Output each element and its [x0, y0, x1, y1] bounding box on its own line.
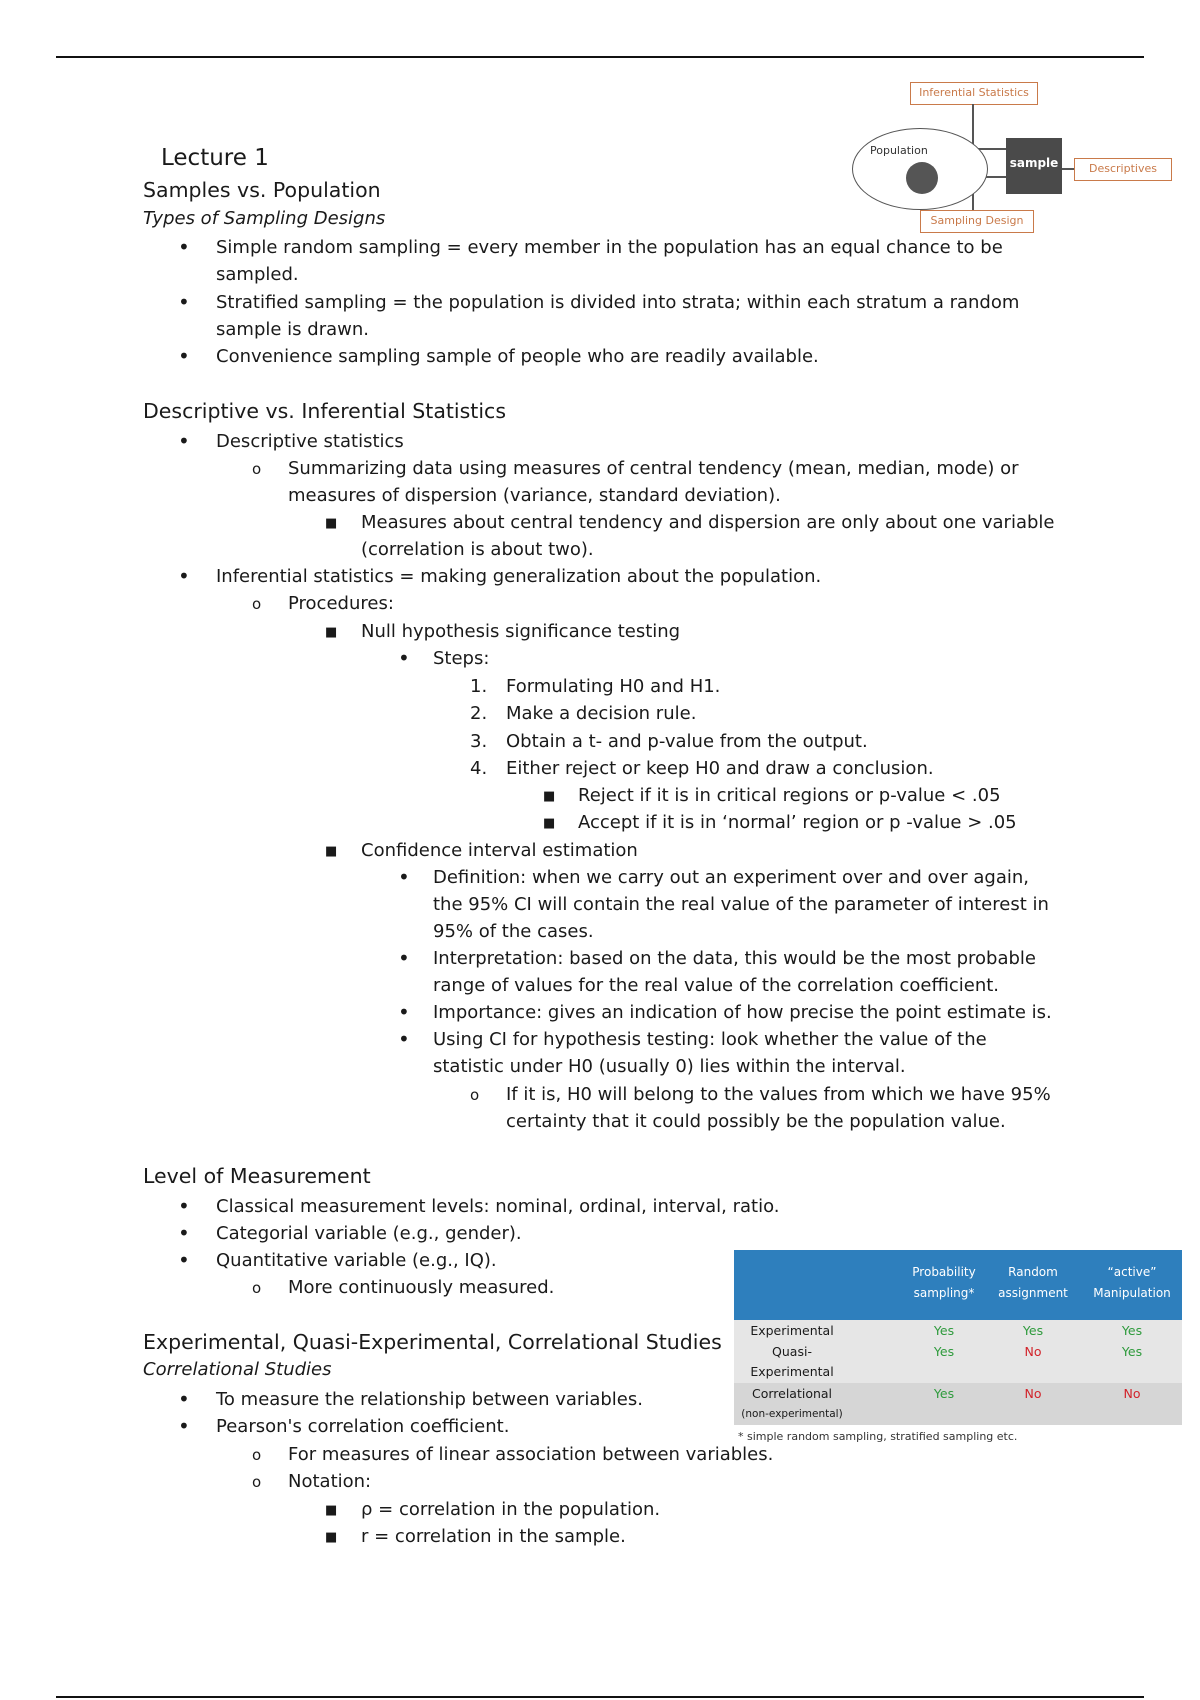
table-row-label: Correlational (non-experimental): [741, 1386, 843, 1420]
table-cell-value: No: [1123, 1386, 1141, 1401]
ci-definition: the 95% CI will contain the real value of the parameter of interest in: [433, 894, 1049, 915]
sample-dot: [906, 162, 938, 194]
diagram-sampling-design-box: Sampling Design: [920, 210, 1034, 233]
step-text: Formulating H0 and H1.: [506, 676, 721, 697]
table-header-cell: “active” Manipulation: [1093, 1265, 1171, 1300]
level-item: Quantitative variable (e.g., IQ).: [216, 1250, 497, 1271]
samples-heading: Samples vs. Population: [143, 178, 381, 202]
summarizing-text: Summarizing data using measures of central tendency (mean, median, mode) or: [288, 458, 1019, 479]
desc-inf-heading: Descriptive vs. Inferential Statistics: [143, 399, 506, 423]
bullet-marker: •: [398, 946, 410, 970]
bullet-marker: o: [252, 595, 262, 613]
steps-text: Steps:: [433, 648, 490, 669]
list-item-text: Simple random sampling = every member in the population has an equal chance to be: [216, 237, 1003, 258]
bullet-marker: ■: [543, 789, 556, 804]
table-cell-value: Yes: [933, 1344, 955, 1359]
list-item: [178, 343, 190, 370]
table-cell-value: No: [1024, 1386, 1042, 1401]
descriptive-item: Descriptive statistics: [216, 431, 404, 452]
ci-hypothesis: statistic under H0 (usually 0) lies within the interval.: [433, 1056, 906, 1077]
step-text: Either reject or keep H0 and draw a conclusion.: [506, 758, 934, 779]
list-item-text: sampled.: [216, 264, 299, 285]
table-footnote: * simple random sampling, stratified sampling etc.: [738, 1430, 1018, 1443]
list-item-text: Stratified sampling = the population is divided into strata; within each stratum a random: [216, 292, 1020, 313]
bullet-marker: •: [398, 865, 410, 889]
table-row: [734, 1383, 1182, 1425]
bullet-marker: •: [398, 1000, 410, 1024]
ci-sub-text: If it is, H0 will belong to the values from which we have 95%: [506, 1084, 1051, 1105]
ci-text: Confidence interval estimation: [361, 840, 638, 861]
bullet-marker: ■: [325, 844, 338, 859]
ci-importance: Importance: gives an indication of how precise the point estimate is.: [433, 1002, 1052, 1023]
measures-text: Measures about central tendency and dispersion are only about one variable: [361, 512, 1055, 533]
summarizing-text: measures of dispersion (variance, standard deviation).: [288, 485, 781, 506]
step-text: Obtain a t- and p-value from the output.: [506, 731, 868, 752]
bullet-marker: •: [178, 235, 190, 259]
step-number: 3.: [470, 731, 488, 752]
bullet-marker: ■: [325, 1503, 338, 1518]
table-header-cell: Probability sampling*: [912, 1265, 976, 1300]
sample-box: sample: [1006, 138, 1062, 194]
bullet-marker: •: [178, 1387, 190, 1411]
bullet-marker: •: [178, 1414, 190, 1438]
notation-item: ρ = correlation in the population.: [361, 1499, 661, 1520]
bullet-marker: •: [398, 646, 410, 670]
inferential-item: Inferential statistics = making generalization about the population.: [216, 566, 822, 587]
list-item: [178, 289, 190, 316]
bullet-marker: •: [178, 1221, 190, 1245]
exp-sub: For measures of linear association between variables.: [288, 1444, 774, 1465]
exp-sub: Notation:: [288, 1471, 372, 1492]
ci-interpretation: range of values for the real value of the correlation coefficient.: [433, 975, 1000, 996]
measures-text: (correlation is about two).: [361, 539, 594, 560]
ci-definition: 95% of the cases.: [433, 921, 594, 942]
bullet-marker: ■: [325, 1530, 338, 1545]
exp-item: To measure the relationship between variables.: [216, 1389, 643, 1410]
step-number: 2.: [470, 703, 488, 724]
bullet-marker: •: [178, 1248, 190, 1272]
bullet-marker: ■: [325, 625, 338, 640]
list-item-text: sample is drawn.: [216, 319, 369, 340]
bullet-marker: o: [252, 1473, 262, 1491]
bullet-marker: •: [178, 564, 190, 588]
ci-interpretation: Interpretation: based on the data, this would be the most probable: [433, 948, 1036, 969]
ci-definition: Definition: when we carry out an experiment over and over again,: [433, 867, 1029, 888]
lecture-title: Lecture 1: [161, 145, 269, 171]
notation-item: r = correlation in the sample.: [361, 1526, 626, 1547]
table-cell-value: Yes: [1121, 1344, 1143, 1359]
table-row-label: Experimental: [750, 1323, 834, 1338]
accept-text: Accept if it is in ‘normal’ region or p -value > .05: [578, 812, 1017, 833]
ci-sub-text: certainty that it could possibly be the population value.: [506, 1111, 1006, 1132]
bullet-marker: •: [178, 429, 190, 453]
table-cell-value: No: [1024, 1344, 1042, 1359]
diagram-connector: [1062, 168, 1074, 170]
diagram-inferential-box: Inferential Statistics: [910, 82, 1038, 105]
procedures-text: Procedures:: [288, 593, 394, 614]
table-row-label: Quasi- Experimental: [750, 1344, 834, 1379]
bullet-marker: ■: [325, 516, 338, 531]
bullet-marker: •: [398, 1027, 410, 1051]
step-number: 1.: [470, 676, 488, 697]
bullet-marker: •: [178, 290, 190, 314]
correlational-subheading: Correlational Studies: [143, 1359, 332, 1380]
nhst-text: Null hypothesis significance testing: [361, 621, 681, 642]
table-cell-value: Yes: [1022, 1323, 1044, 1338]
table-cell-value: Yes: [933, 1323, 955, 1338]
level-item: Categorial variable (e.g., gender).: [216, 1223, 522, 1244]
table-header-cell: Random assignment: [998, 1265, 1068, 1300]
bullet-marker: ■: [543, 816, 556, 831]
exp-item: Pearson's correlation coefficient.: [216, 1416, 510, 1437]
list-item-text: Convenience sampling sample of people who are readily available.: [216, 346, 819, 367]
bullet-marker: o: [252, 460, 262, 478]
table-cell-value: Yes: [933, 1386, 955, 1401]
sampling-designs-subheading: Types of Sampling Designs: [143, 208, 386, 229]
diagram-descriptives-box: Descriptives: [1074, 158, 1172, 181]
diagram-connector: [972, 104, 974, 148]
list-item: [178, 234, 190, 261]
level-sub: More continuously measured.: [288, 1277, 555, 1298]
table-header: [734, 1250, 1182, 1320]
bullet-marker: •: [178, 344, 190, 368]
step-number: 4.: [470, 758, 488, 779]
table-row: [734, 1341, 1182, 1383]
bullet-marker: o: [252, 1279, 262, 1297]
reject-text: Reject if it is in critical regions or p-value < .05: [578, 785, 1001, 806]
level-item: Classical measurement levels: nominal, ordinal, interval, ratio.: [216, 1196, 780, 1217]
header-rule: [56, 56, 1144, 58]
footer-rule: [56, 1696, 1144, 1698]
bullet-marker: o: [470, 1086, 480, 1104]
population-label: Population: [870, 144, 928, 157]
experimental-heading: Experimental, Quasi-Experimental, Correlational Studies: [143, 1330, 722, 1354]
bullet-marker: o: [252, 1446, 262, 1464]
level-heading: Level of Measurement: [143, 1164, 371, 1188]
step-text: Make a decision rule.: [506, 703, 697, 724]
table-cell-value: Yes: [1121, 1323, 1143, 1338]
bullet-marker: •: [178, 1194, 190, 1218]
ci-hypothesis: Using CI for hypothesis testing: look whether the value of the: [433, 1029, 987, 1050]
table-row: [734, 1320, 1182, 1341]
